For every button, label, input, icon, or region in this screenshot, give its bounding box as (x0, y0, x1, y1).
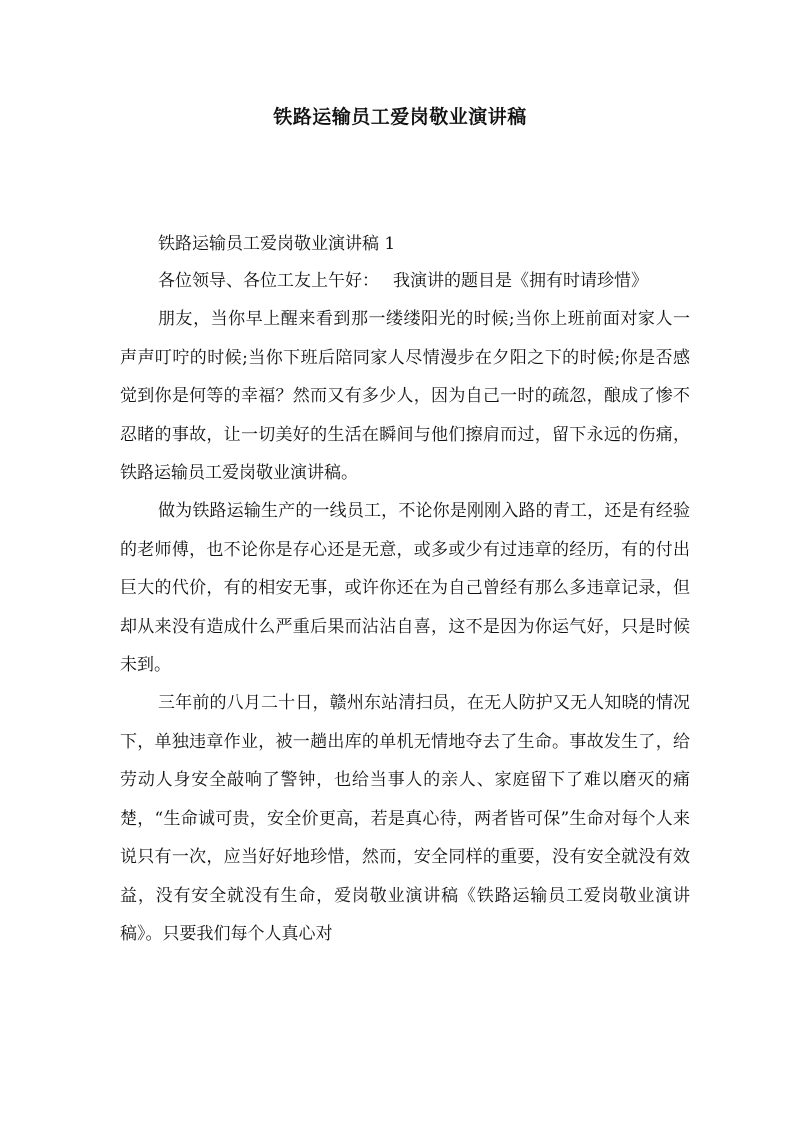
body-paragraph-2: 做为铁路运输生产的一线员工，不论你是刚刚入路的青工，还是有经验的老师傅，也不论你是存心还是无意，或多或少有过违章的经历，有的付出巨大的代价，有的相安无事，或许你还在为自己曾经有那么多违章记录，但却从来没有造成什么严重后果而沾沾自喜，这不是因为你运气好，只是时候未到。 (120, 501, 690, 676)
body-paragraph-3: 三年前的八月二十日，赣州东站清扫员，在无人防护又无人知晓的情况下，单独违章作业，被一趟出库的单机无情地夺去了生命。事故发生了，给劳动人身安全敲响了警钟，也给当事人的亲人、家庭留下了难以磨灭的痛楚，“生命诚可贵，安全价更高，若是真心待，两者皆可保”生命对每个人来说只有一次，应当好好地珍惜，然而，安全同样的重要，没有安全就没有效益，没有安全就没有生命，爱岗敬业演讲稿《铁路运输员工爱岗敬业演讲稿》。只要我们每个人真心对 (120, 693, 690, 944)
document-body (120, 262, 690, 953)
greeting-text: 各位领导、各位工友上午好： (158, 271, 379, 291)
speech-topic: 我演讲的题目是《拥有时请珍惜》 (393, 271, 648, 291)
document-subtitle: 铁路运输员工爱岗敬业演讲稿 1 (158, 234, 396, 254)
greeting-paragraph (120, 262, 690, 300)
body-paragraph-1: 朋友，当你早上醒来看到那一缕缕阳光的时候;当你上班前面对家人一声声叮咛的时候;当你下班后陪同家人尽情漫步在夕阳之下的时候;你是否感觉到你是何等的幸福？然而又有多少人，因为自己一时的疏忽，酿成了惨不忍睹的事故，让一切美好的生活在瞬间与他们擦肩而过，留下永远的伤痛，铁路运输员工爱岗敬业演讲稿。 (120, 309, 690, 484)
document-title: 铁路运输员工爱岗敬业演讲稿 (273, 106, 527, 128)
